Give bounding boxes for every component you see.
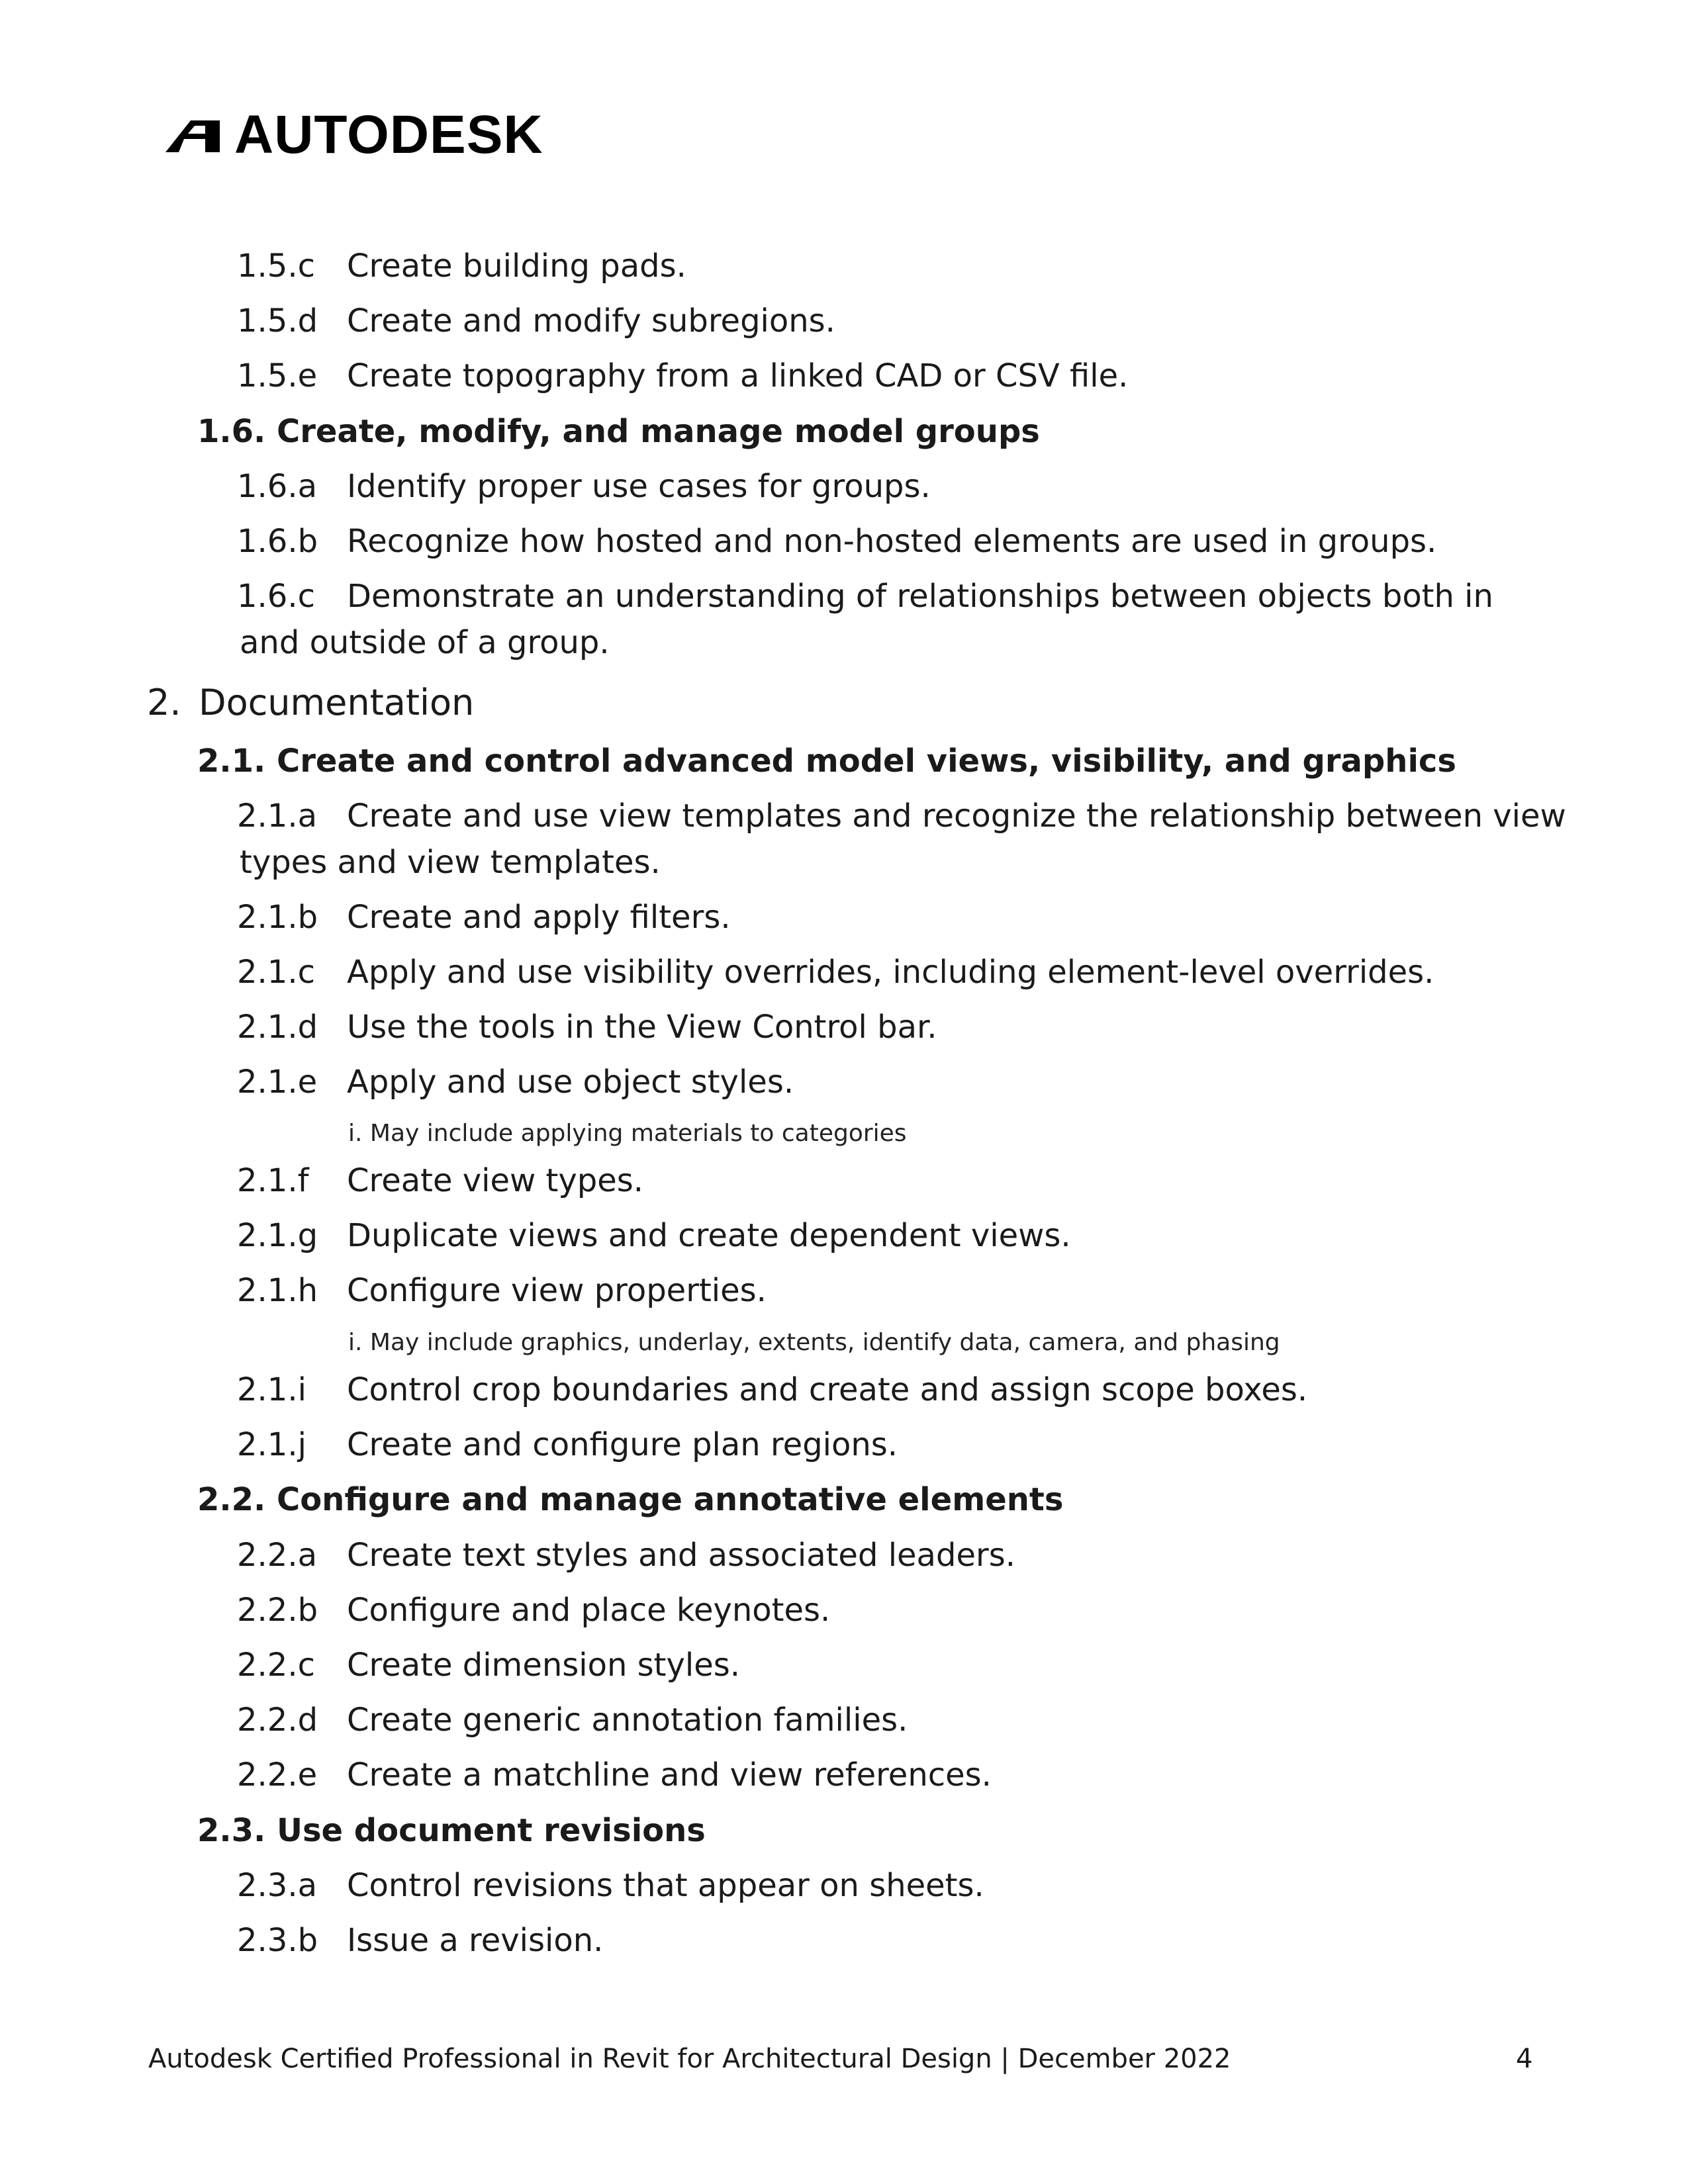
footer-title: Autodesk Certified Professional in Revit for Architectural Design | December 2022 [148,2044,1231,2074]
item-text-continuation: and outside of a group. [240,624,610,661]
item-text: Identify proper use cases for groups. [347,468,931,505]
item-text: Create text styles and associated leaders. [347,1537,1015,1574]
autodesk-logo [164,105,543,165]
item-number: 2.1.c [237,954,315,991]
page-number: 4 [1516,2044,1533,2074]
item-number: 2.2.a [237,1537,318,1574]
item-text: Demonstrate an understanding of relationships between objects both in [347,578,1493,615]
item-note: i. May include graphics, underlay, extents, identify data, camera, and phasing [348,1329,1280,1356]
item-text: Create building pads. [347,248,686,285]
item-number: 1.6.b [237,523,318,560]
item-number: 1.5.e [237,357,318,394]
item-number: 2.1.i [237,1371,306,1408]
item-text: Issue a revision. [347,1922,604,1959]
item-text: Create and use view templates and recognize the relationship between view [347,797,1566,835]
item-number: 1.5.d [237,302,318,340]
item-number: 2.1.e [237,1064,318,1101]
item-text: Create and modify subregions. [347,302,835,340]
item-text: Create a matchline and view references. [347,1756,992,1794]
autodesk-mark-icon [164,118,221,152]
item-text: Configure view properties. [347,1272,767,1309]
subsection-heading: 2.2. Configure and manage annotative elements [197,1481,1064,1518]
item-text: Configure and place keynotes. [347,1592,831,1629]
subsection-heading: 2.3. Use document revisions [197,1812,706,1849]
item-text: Create view types. [347,1162,644,1199]
item-text: Control revisions that appear on sheets. [347,1867,984,1904]
item-text: Duplicate views and create dependent views. [347,1217,1071,1254]
item-number: 2.1.f [237,1162,309,1199]
item-number: 2.2.d [237,1702,318,1739]
item-text: Use the tools in the View Control bar. [347,1009,937,1046]
subsection-heading: 2.1. Create and control advanced model views, visibility, and graphics [197,743,1456,780]
item-text: Create and apply filters. [347,899,731,936]
item-text-continuation: types and view templates. [240,844,661,881]
item-number: 2.3.b [237,1922,318,1959]
item-number: 2.1.h [237,1272,318,1309]
item-text: Create topography from a linked CAD or CSV file. [347,357,1129,394]
item-number: 2.1.d [237,1009,318,1046]
subsection-heading: 1.6. Create, modify, and manage model groups [197,413,1040,450]
item-number: 1.6.a [237,468,318,505]
item-note: i. May include applying materials to categories [348,1120,907,1147]
item-number: 1.6.c [237,578,315,615]
item-text: Create and configure plan regions. [347,1426,898,1463]
item-text: Create dimension styles. [347,1647,741,1684]
item-number: 2.2.e [237,1756,318,1794]
item-number: 2.1.a [237,797,318,835]
item-text: Create generic annotation families. [347,1702,908,1739]
item-text: Apply and use visibility overrides, including element-level overrides. [347,954,1434,991]
item-text: Control crop boundaries and create and assign scope boxes. [347,1371,1308,1408]
section-number: 2. [147,682,181,723]
item-number: 1.5.c [237,248,315,285]
item-number: 2.1.g [237,1217,318,1254]
brand-wordmark: AUTODESK [234,105,543,165]
item-number: 2.1.j [237,1426,306,1463]
item-number: 2.2.b [237,1592,318,1629]
item-text: Apply and use object styles. [347,1064,794,1101]
item-number: 2.2.c [237,1647,315,1684]
section-title: Documentation [199,682,475,723]
item-number: 2.1.b [237,899,318,936]
item-number: 2.3.a [237,1867,318,1904]
item-text: Recognize how hosted and non-hosted elements are used in groups. [347,523,1437,560]
